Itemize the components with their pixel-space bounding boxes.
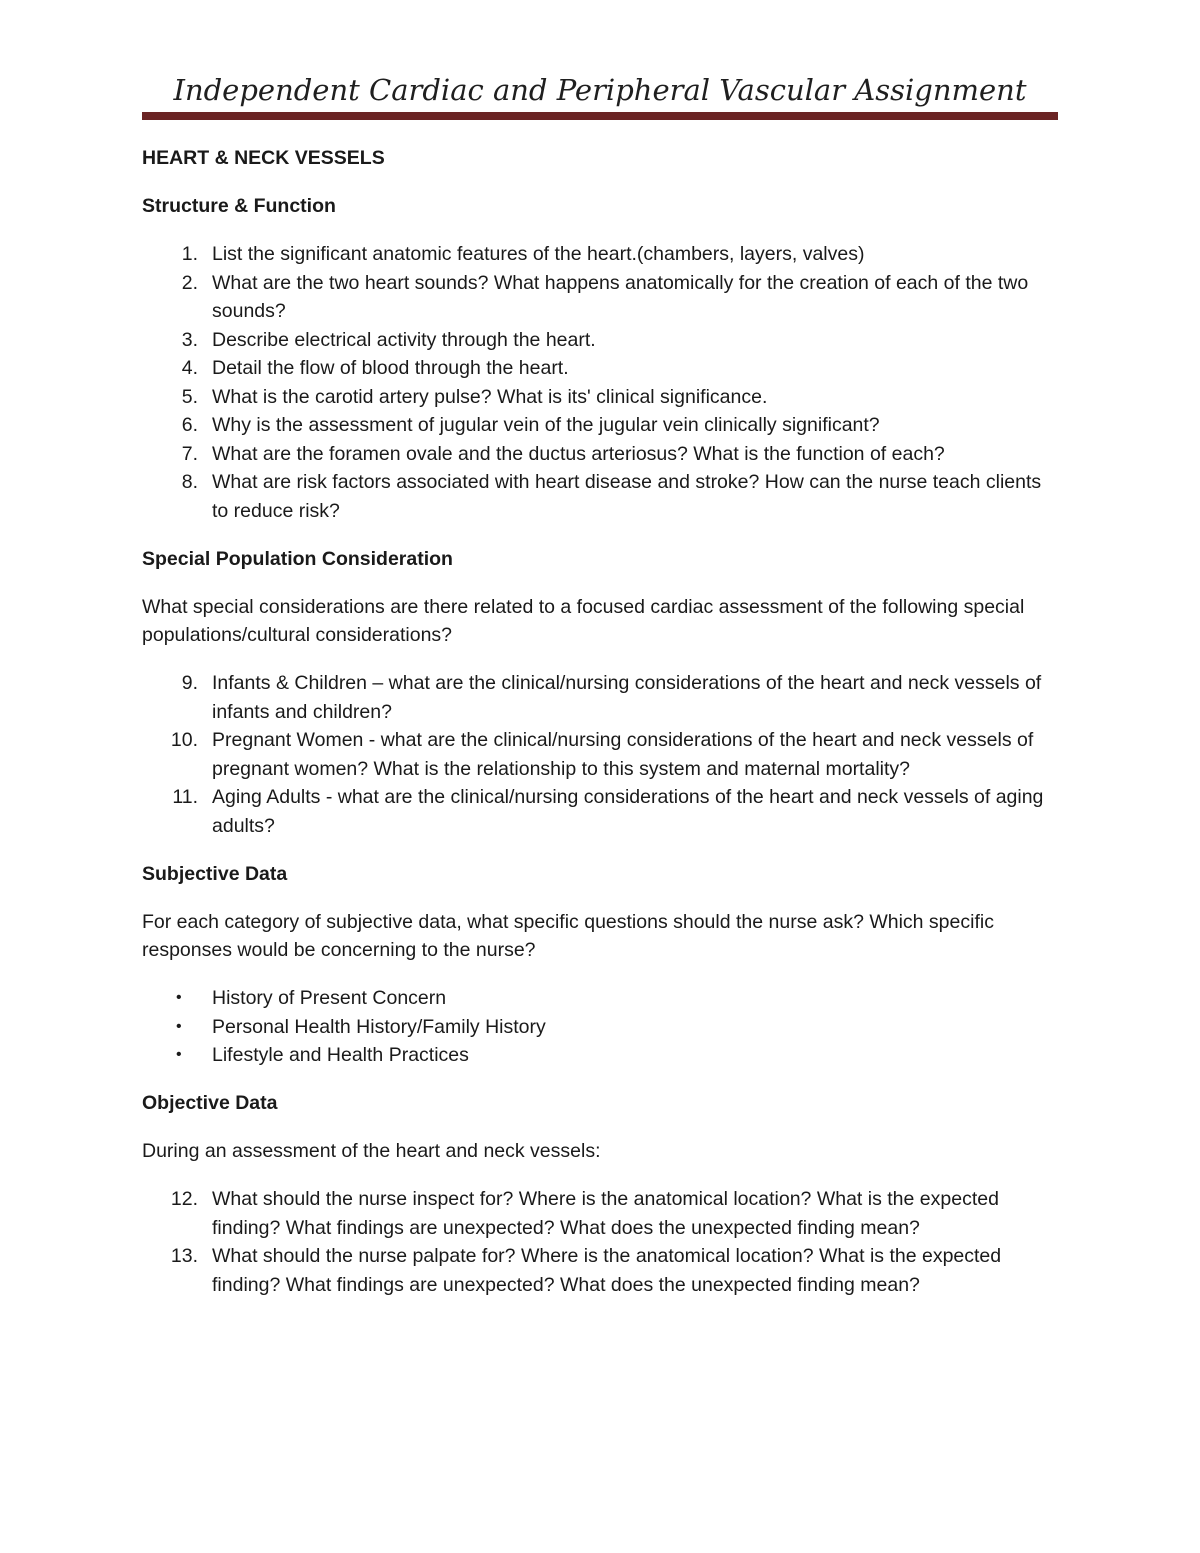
- special-population-intro: What special considerations are there related to a focused cardiac assessment of the following special populations/cultural considerations?: [142, 595, 1025, 646]
- question-text: What should the nurse palpate for? Where is the anatomical location? What is the expected finding? What findings are unexpected? What does the unexpected finding mean?: [212, 1245, 1002, 1296]
- bullet-text: History of Present Concern: [212, 987, 447, 1009]
- question-text: Why is the assessment of jugular vein of the jugular vein clinically significant?: [212, 414, 880, 436]
- question-text: What are the foramen ovale and the ductus arteriosus? What is the function of each?: [212, 442, 945, 465]
- main-heading: HEART & NECK VESSELS: [142, 147, 385, 169]
- bullet-icon: •: [176, 1017, 182, 1035]
- special-question-list: [142, 669, 1062, 840]
- list-item: [142, 783, 1062, 840]
- question-number: 10.: [170, 729, 198, 751]
- question-text: What are risk factors associated with heart disease and stroke? How can the nurse teach clients to reduce risk?: [212, 471, 1042, 522]
- subjective-intro: For each category of subjective data, what specific questions should the nurse ask? Which specific responses would be concerning to the nurse?: [142, 910, 994, 961]
- question-number: 1.: [181, 243, 198, 265]
- section-heading-objective: Objective Data: [142, 1092, 278, 1114]
- question-number: 2.: [181, 271, 198, 294]
- question-text: Pregnant Women - what are the clinical/nursing considerations of the heart and neck vessels of pregnant women? What is the relationship to this system and maternal mortality?: [212, 729, 1034, 780]
- question-text: Detail the flow of blood through the heart.: [212, 357, 569, 379]
- objective-intro: During an assessment of the heart and neck vessels:: [142, 1140, 601, 1162]
- list-item: [142, 1013, 1062, 1042]
- document-body: [142, 144, 1062, 1319]
- bullet-icon: •: [176, 989, 182, 1006]
- question-number: 3.: [181, 328, 198, 351]
- question-number: 8.: [181, 471, 198, 493]
- question-text: What are the two heart sounds? What happens anatomically for the creation of each of the two sounds?: [212, 271, 1029, 322]
- section-heading-structure: Structure & Function: [142, 195, 336, 217]
- document-title: Independent Cardiac and Peripheral Vascular Assignment: [173, 73, 1027, 107]
- list-item: [142, 1242, 1062, 1299]
- list-item: [142, 468, 1062, 525]
- list-item: [142, 440, 1062, 469]
- bullet-text: Personal Health History/Family History: [212, 1015, 546, 1038]
- list-item: [142, 984, 1062, 1013]
- list-item: [142, 1185, 1062, 1242]
- bullet-text: Lifestyle and Health Practices: [212, 1044, 469, 1066]
- list-item: [142, 411, 1062, 440]
- subjective-bullet-list: [142, 984, 1062, 1070]
- structure-question-list: [142, 240, 1062, 525]
- list-item: [142, 383, 1062, 412]
- list-item: [142, 240, 1062, 269]
- question-number: 6.: [181, 414, 198, 436]
- question-number: 5.: [181, 385, 198, 408]
- list-item: [142, 726, 1062, 783]
- question-number: 4.: [181, 357, 198, 379]
- question-text: Aging Adults - what are the clinical/nursing considerations of the heart and neck vessels of aging adults?: [212, 786, 1044, 837]
- section-heading-special-population: Special Population Consideration: [142, 547, 453, 570]
- question-text: List the significant anatomic features of the heart.(chambers, layers, valves): [212, 243, 865, 265]
- question-number: 12.: [170, 1188, 198, 1210]
- list-item: [142, 669, 1062, 726]
- question-number: 7.: [181, 442, 198, 465]
- bullet-icon: •: [176, 1046, 182, 1063]
- question-text: Describe electrical activity through the heart.: [212, 328, 596, 351]
- section-heading-subjective: Subjective Data: [142, 862, 288, 885]
- objective-question-list: [142, 1185, 1062, 1299]
- question-number: 13.: [170, 1245, 198, 1267]
- question-number: 9.: [181, 672, 198, 694]
- list-item: [142, 326, 1062, 355]
- list-item: [142, 1041, 1062, 1070]
- list-item: [142, 354, 1062, 383]
- question-text: What is the carotid artery pulse? What is its' clinical significance.: [212, 385, 768, 408]
- list-item: [142, 269, 1062, 326]
- question-text: What should the nurse inspect for? Where is the anatomical location? What is the expected finding? What findings are unexpected? What does the unexpected finding mean?: [212, 1188, 999, 1239]
- question-text: Infants & Children – what are the clinical/nursing considerations of the heart and neck vessels of infants and children?: [212, 672, 1042, 723]
- title-underline-rule: [142, 112, 1058, 120]
- question-number: 11.: [172, 786, 198, 808]
